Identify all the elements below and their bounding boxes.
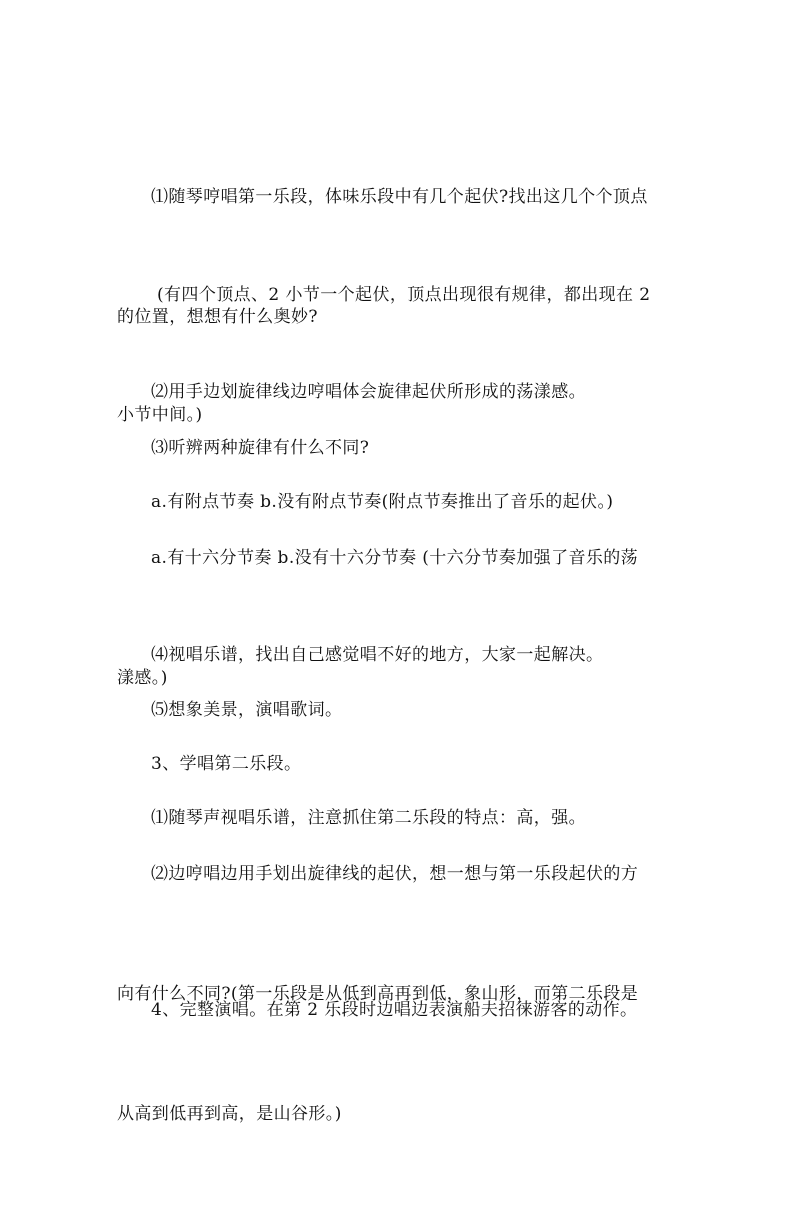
paragraph-line: 4、完整演唱。在第 2 乐段时边唱边表演船夫招徕游客的动作。 <box>151 1000 638 1020</box>
paragraph-line: 从高到低再到高，是山谷形。) <box>117 1104 342 1124</box>
paragraph-line: ⑴随琴声视唱乐谱，注意抓住第二乐段的特点：高，强。 <box>151 808 586 828</box>
paragraph-line: (有四个顶点、2 小节一个起伏，顶点出现很有规律，都出现在 2 <box>157 285 651 305</box>
paragraph-line: 3、学唱第二乐段。 <box>151 754 302 774</box>
paragraph-line: 漾感。) <box>117 668 168 688</box>
paragraph-line: ⑵边哼唱边用手划出旋律线的起伏，想一想与第一乐段起伏的方 <box>151 864 639 884</box>
paragraph-line: ⑵用手边划旋律线边哼唱体会旋律起伏所形成的荡漾感。 <box>151 382 586 402</box>
paragraph-line: 小节中间。) <box>117 405 203 425</box>
paragraph-12 <box>117 910 677 1110</box>
paragraph-line: ⑴随琴哼唱第一乐段，体味乐段中有几个起伏?找出这几个个顶点 <box>151 187 648 207</box>
paragraph-line: 的位置，想想有什么奥妙? <box>117 307 318 327</box>
paragraph-line: a.有附点节奏 b.没有附点节奏(附点节奏推出了音乐的起伏。) <box>151 492 614 512</box>
paragraph-line: ⑷视唱乐谱，找出自己感觉唱不好的地方，大家一起解决。 <box>151 645 604 665</box>
paragraph-line: a.有十六分节奏 b.没有十六分节奏 (十六分节奏加强了音乐的荡 <box>151 548 639 568</box>
paragraph-line: ⑸想象美景，演唱歌词。 <box>151 700 343 720</box>
paragraph-line: ⑶听辨两种旋律有什么不同? <box>151 438 370 458</box>
paragraph-line: 向有什么不同?(第一乐段是从低到高再到低，象山形，而第二乐段是 <box>117 984 639 1004</box>
